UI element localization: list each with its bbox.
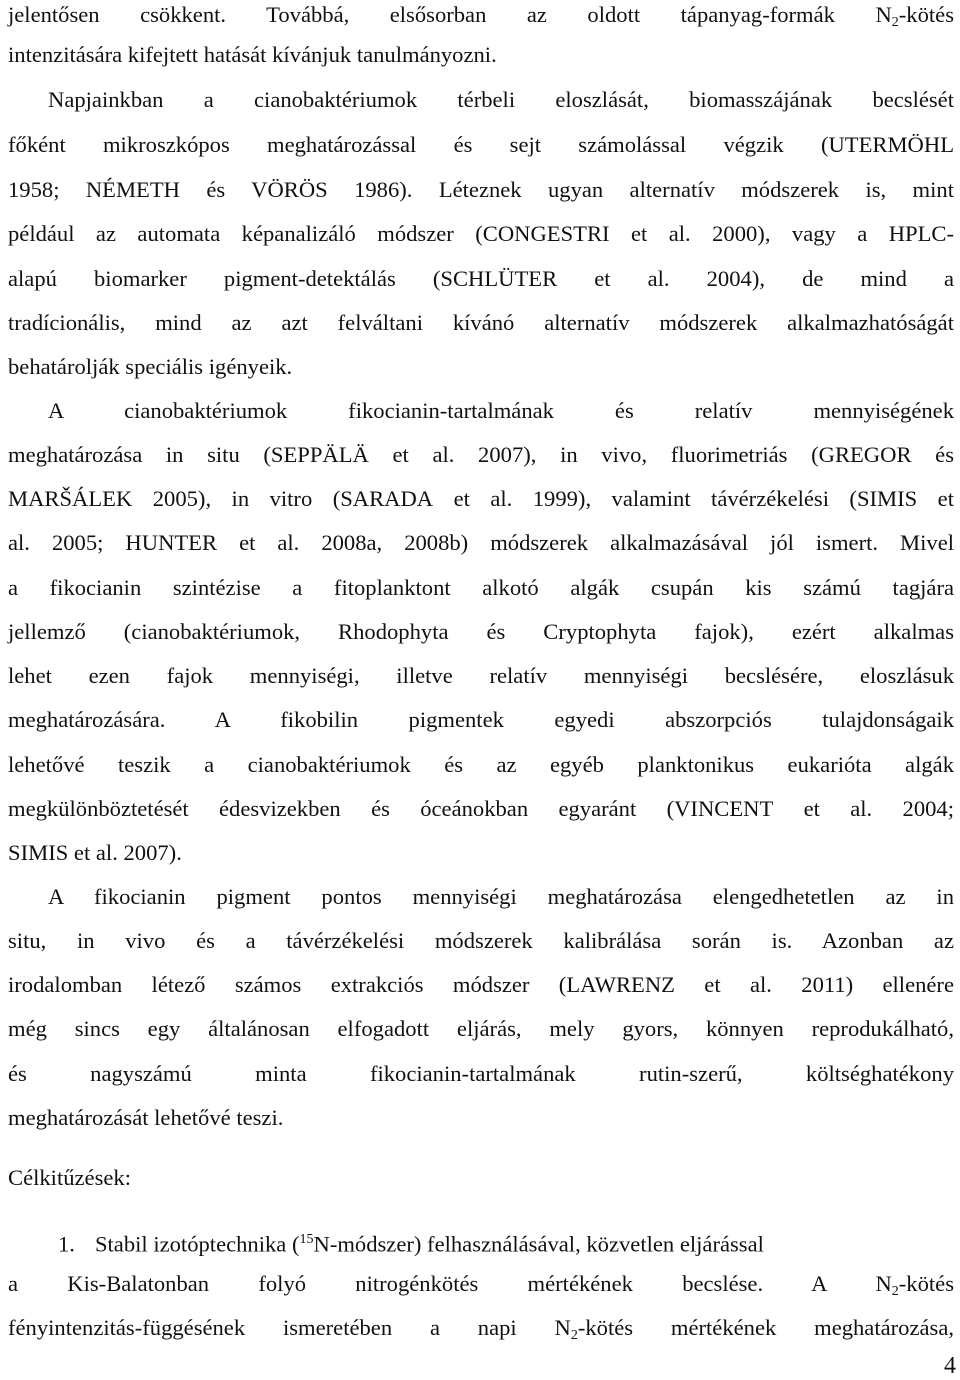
page-number: 4	[944, 1353, 956, 1379]
paragraph-start-line: A cianobaktériumok fikocianin-tartalmának és relatív mennyiségének	[48, 398, 954, 423]
text-line: még sincs egy általánosan elfogadott eljárás, mely gyors, könnyen reprodukálható,	[8, 1016, 954, 1041]
text-line: a Kis-Balatonban folyó nitrogénkötés mértékének becslése. A $N_2$-kötés	[8, 1271, 954, 1299]
text-line: tradícionális, mind az azt felváltani kívánó alternatív módszerek alkalmazhatóságát	[8, 310, 954, 335]
text-line: intenzitására kifejtett hatását kívánjuk tanulmányozni.	[8, 42, 497, 67]
text-line: meghatározása in situ (SEPPÄLÄ et al. 2007), in vivo, fluorimetriás (GREGOR és	[8, 442, 954, 467]
taxon-name: Cryptophyta	[543, 619, 657, 644]
section-heading: Célkitűzések:	[8, 1165, 131, 1190]
text-line: al. 2005; HUNTER et al. 2008a, 2008b) módszerek alkalmazásával jól ismert. Mivel	[8, 530, 954, 555]
text-line: behatárolják speciális igényeik.	[8, 354, 293, 379]
text-line: alapú biomarker pigment-detektálás (SCHLÜTER et al. 2004), de mind a	[8, 266, 955, 291]
text-line: jellemző (cianobaktériumok, Rhodophyta és Cryptophyta fajok), ezért alkalmas	[8, 619, 954, 644]
text-line: és nagyszámú minta fikocianin-tartalmának rutin-szerű, költséghatékony	[8, 1061, 954, 1086]
text-line: jelentősen csökkent. Továbbá, elsősorban az oldott tápanyag-formák $N_2$-kötés	[8, 2, 954, 30]
paragraph-start-line: Napjainkban a cianobaktériumok térbeli eloszlását, biomasszájának becslését	[48, 87, 954, 112]
text-line: MARŠÁLEK 2005), in vitro (SARADA et al. 1999), valamint távérzékelési (SIMIS et	[8, 486, 954, 511]
text-line: irodalomban létező számos extrakciós módszer (LAWRENZ et al. 2011) ellenére	[8, 972, 954, 997]
text-line: a fikocianin szintézise a fitoplanktont alkotó algák csupán kis számú tagjára	[8, 575, 954, 600]
text-line: SIMIS et al. 2007).	[8, 840, 182, 865]
text-line: lehetővé teszik a cianobaktériumok és az egyéb planktonikus eukarióta algák	[8, 752, 954, 777]
text-line: lehet ezen fajok mennyiségi, illetve relatív mennyiségi becslésére, eloszlásuk	[8, 663, 954, 688]
text-line: főként mikroszkópos meghatározással és sejt számolással végzik (UTERMÖHL	[8, 132, 954, 157]
item-number: 1.	[58, 1231, 75, 1257]
numbered-item-start: 1. Stabil izotóptechnika ($^{15}$N-módszer) felhasználásával, közvetlen eljárással	[58, 1231, 764, 1257]
text-line: fényintenzitás-függésének ismeretében a napi $N_2$-kötés mértékének meghatározása,	[8, 1315, 954, 1343]
text-line: meghatározására. A fikobilin pigmentek egyedi abszorpciós tulajdonságaik	[8, 707, 954, 732]
taxon-name: Rhodophyta	[338, 619, 449, 644]
text-line: meghatározását lehetővé teszi.	[8, 1105, 284, 1130]
paragraph-start-line: A fikocianin pigment pontos mennyiségi meghatározása elengedhetetlen az in	[48, 884, 954, 909]
text-line: például az automata képanalizáló módszer (CONGESTRI et al. 2000), vagy a HPLC-	[8, 221, 955, 246]
text-line: situ, in vivo és a távérzékelési módszerek kalibrálása során is. Azonban az	[8, 928, 954, 953]
text-line: megkülönböztetését édesvizekben és óceánokban egyaránt (VINCENT et al. 2004;	[8, 796, 955, 821]
text-line: 1958; NÉMETH és VÖRÖS 1986). Léteznek ugyan alternatív módszerek is, mint	[8, 177, 954, 202]
